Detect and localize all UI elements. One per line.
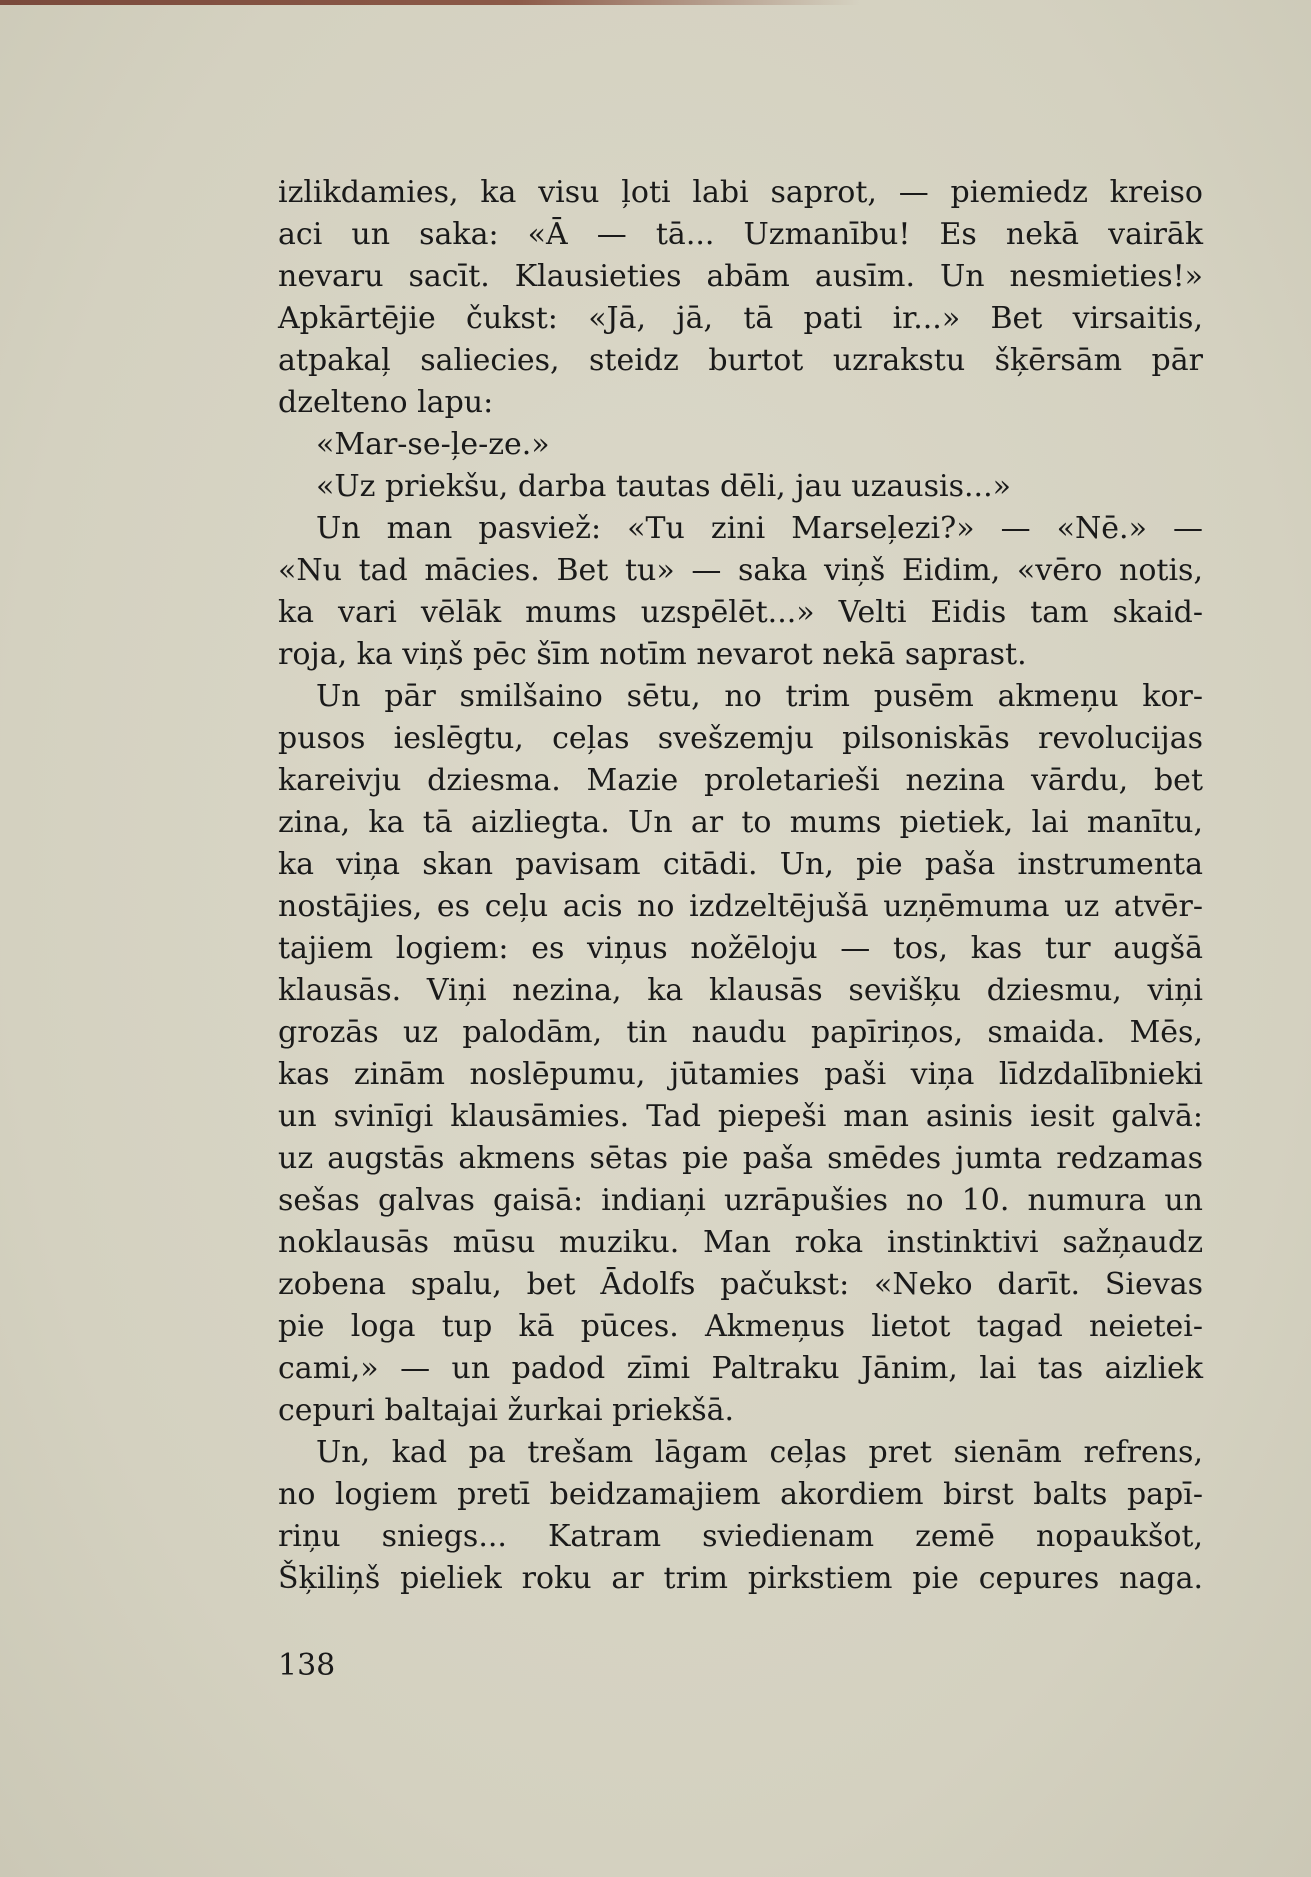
text-line: Un, kad pa trešam lāgam ceļas pret sienām refrens, bbox=[316, 1435, 1203, 1470]
text-line: atpakaļ saliecies, steidz burtot uzrakstu šķērsām pār bbox=[278, 343, 1203, 378]
text-line: sešas galvas gaisā: indiaņi uzrāpušies no 10. numura un bbox=[278, 1183, 1203, 1218]
text-line: «Nu tad mācies. Bet tu» — saka viņš Eidim, «vēro notis, bbox=[278, 553, 1203, 588]
body-text bbox=[278, 172, 1203, 1600]
text-line: cepuri baltajai žurkai priekšā. bbox=[278, 1393, 735, 1428]
text-line: Apkārtējie čukst: «Jā, jā, tā pati ir...» Bet virsaitis, bbox=[278, 301, 1203, 336]
text-line: nostājies, es ceļu acis no izdzeltējušā uzņēmuma uz atvēr- bbox=[278, 889, 1203, 924]
text-line: pusos ieslēgtu, ceļas svešzemju pilsoniskās revolucijas bbox=[278, 721, 1203, 756]
page-top-edge bbox=[0, 0, 860, 5]
text-line: ka viņa skan pavisam citādi. Un, pie paša instrumenta bbox=[278, 847, 1203, 882]
text-line: «Mar-se-ļe-ze.» bbox=[316, 427, 550, 462]
text-line: Šķiliņš pieliek roku ar trim pirkstiem pie cepures naga. bbox=[278, 1561, 1203, 1596]
text-line: pie loga tup kā pūces. Akmeņus lietot tagad neietei- bbox=[278, 1309, 1203, 1344]
page-number: 138 bbox=[278, 1648, 336, 1683]
text-line: aci un saka: «Ā — tā... Uzmanību! Es nekā vairāk bbox=[278, 217, 1203, 252]
text-line: tajiem logiem: es viņus nožēloju — tos, kas tur augšā bbox=[278, 931, 1203, 966]
text-line: Un man pasviež: «Tu zini Marseļezi?» — «Nē.» — bbox=[316, 511, 1203, 546]
text-line: un svinīgi klausāmies. Tad piepeši man asinis iesit galvā: bbox=[278, 1099, 1203, 1134]
text-line: izlikdamies, ka visu ļoti labi saprot, — piemiedz kreiso bbox=[278, 175, 1203, 210]
text-line: nevaru sacīt. Klausieties abām ausīm. Un nesmieties!» bbox=[278, 259, 1203, 294]
text-line: ka vari vēlāk mums uzspēlēt...» Velti Eidis tam skaid- bbox=[278, 595, 1203, 630]
text-line: riņu sniegs... Katram sviedienam zemē nopaukšot, bbox=[278, 1519, 1203, 1554]
text-line: grozās uz palodām, tin naudu papīriņos, smaida. Mēs, bbox=[278, 1015, 1203, 1050]
text-line: kareivju dziesma. Mazie proletarieši nezina vārdu, bet bbox=[278, 763, 1203, 798]
text-line: zina, ka tā aizliegta. Un ar to mums pietiek, lai manītu, bbox=[278, 805, 1203, 840]
text-line: no logiem pretī beidzamajiem akordiem birst balts papī- bbox=[278, 1477, 1203, 1512]
text-line: noklausās mūsu muziku. Man roka instinktivi sažņaudz bbox=[278, 1225, 1203, 1260]
text-line: «Uz priekšu, darba tautas dēli, jau uzausis...» bbox=[316, 469, 1011, 504]
text-line: uz augstās akmens sētas pie paša smēdes jumta redzamas bbox=[278, 1141, 1203, 1176]
text-line: dzelteno lapu: bbox=[278, 385, 494, 420]
text-line: kas zinām noslēpumu, jūtamies paši viņa līdzdalībnieki bbox=[278, 1057, 1203, 1092]
text-line: cami,» — un padod zīmi Paltraku Jānim, lai tas aizliek bbox=[278, 1351, 1203, 1386]
text-line: zobena spalu, bet Ādolfs pačukst: «Neko darīt. Sievas bbox=[278, 1267, 1203, 1302]
text-line: Un pār smilšaino sētu, no trim pusēm akmeņu kor- bbox=[316, 679, 1203, 714]
text-line: klausās. Viņi nezina, ka klausās sevišķu dziesmu, viņi bbox=[278, 973, 1203, 1008]
text-line: roja, ka viņš pēc šīm notīm nevarot nekā saprast. bbox=[278, 637, 1027, 672]
